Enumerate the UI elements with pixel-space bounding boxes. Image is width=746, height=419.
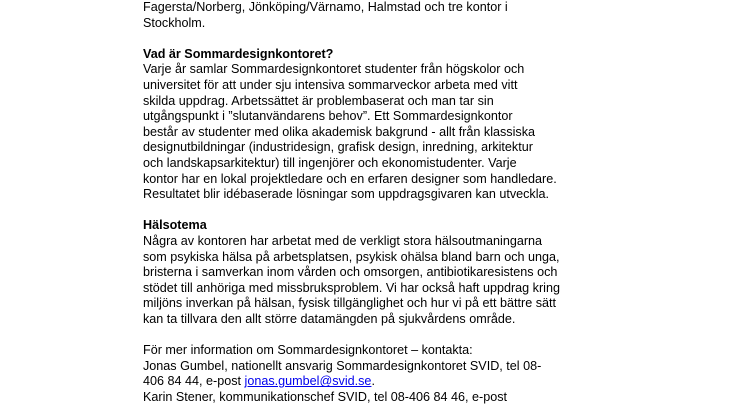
contact-person1-line1: Jonas Gumbel, nationellt ansvarig Sommardesignkontoret SVID, tel 08-: [143, 358, 542, 373]
text-line: består av studenter med olika akademisk bakgrund - allt från klassiska: [143, 124, 535, 139]
what-paragraph: [143, 62, 613, 202]
text-line: utgångspunkt i ”slutanvändarens behov”. Ett Sommardesignkontor: [143, 109, 513, 124]
document-page: [143, 0, 613, 405]
text-line: kan ta tillvara den allt större datamängden på sjukvårdens område.: [143, 311, 516, 326]
health-paragraph: [143, 234, 613, 328]
text-line: Resultatet blir idébaserade lösningar som uppdragsgivaren kan utveckla.: [143, 187, 550, 202]
text-line: och landskapsarkitektur) till ingenjörer och ekonomistudenter. Varje: [143, 155, 517, 170]
text-line: designutbildningar (industridesign, grafisk design, inredning, arkitektur: [143, 140, 533, 155]
contact-intro: För mer information om Sommardesignkontoret – kontakta:: [143, 343, 473, 358]
contact-person1-suffix: .: [371, 374, 375, 389]
text-line: Varje år samlar Sommardesignkontoret studenter från högskolor och: [143, 62, 525, 77]
text-line: universitet för att under sju intensiva sommarveckor arbeta med vitt: [143, 77, 518, 92]
text-line: skilda uppdrag. Arbetssättet är problembaserat och man tar sin: [143, 93, 494, 108]
text-line: som psykiska hälsa på arbetsplatsen, psykisk ohälsa bland barn och unga,: [143, 249, 560, 264]
section-heading-what: Vad är Sommardesignkontoret?: [143, 46, 334, 61]
text-line: bristerna i samverkan inom vården och omsorgen, antibiotikaresistens och: [143, 265, 558, 280]
text-line: miljöns inverkan på hälsan, fysisk tillgänglighet och hur vi på ett bättre sätt: [143, 296, 557, 311]
contact-person2-line1: Karin Stener, kommunikationschef SVID, tel 08-406 84 46, e-post: [143, 389, 508, 404]
intro-paragraph: [143, 0, 613, 31]
contact-person1-line2: [143, 374, 613, 390]
text-line: stödet till anhöriga med missbruksproblem. Vi har också haft uppdrag kring: [143, 280, 560, 295]
text-line: Några av kontoren har arbetat med de verkligt stora hälsoutmaningarna: [143, 233, 543, 248]
email-link-jonas[interactable]: jonas.gumbel@svid.se: [244, 374, 372, 389]
contact-person1-prefix: 406 84 44, e-post: [143, 374, 245, 389]
text-line: Fagersta/Norberg, Jönköping/Värnamo, Halmstad och tre kontor i: [143, 0, 508, 14]
text-line: Stockholm.: [143, 15, 206, 30]
section-heading-health: Hälsotema: [143, 218, 207, 233]
contact-paragraph: [143, 343, 613, 405]
text-line: kontor har en lokal projektledare och en erfaren designer som handledare.: [143, 171, 557, 186]
